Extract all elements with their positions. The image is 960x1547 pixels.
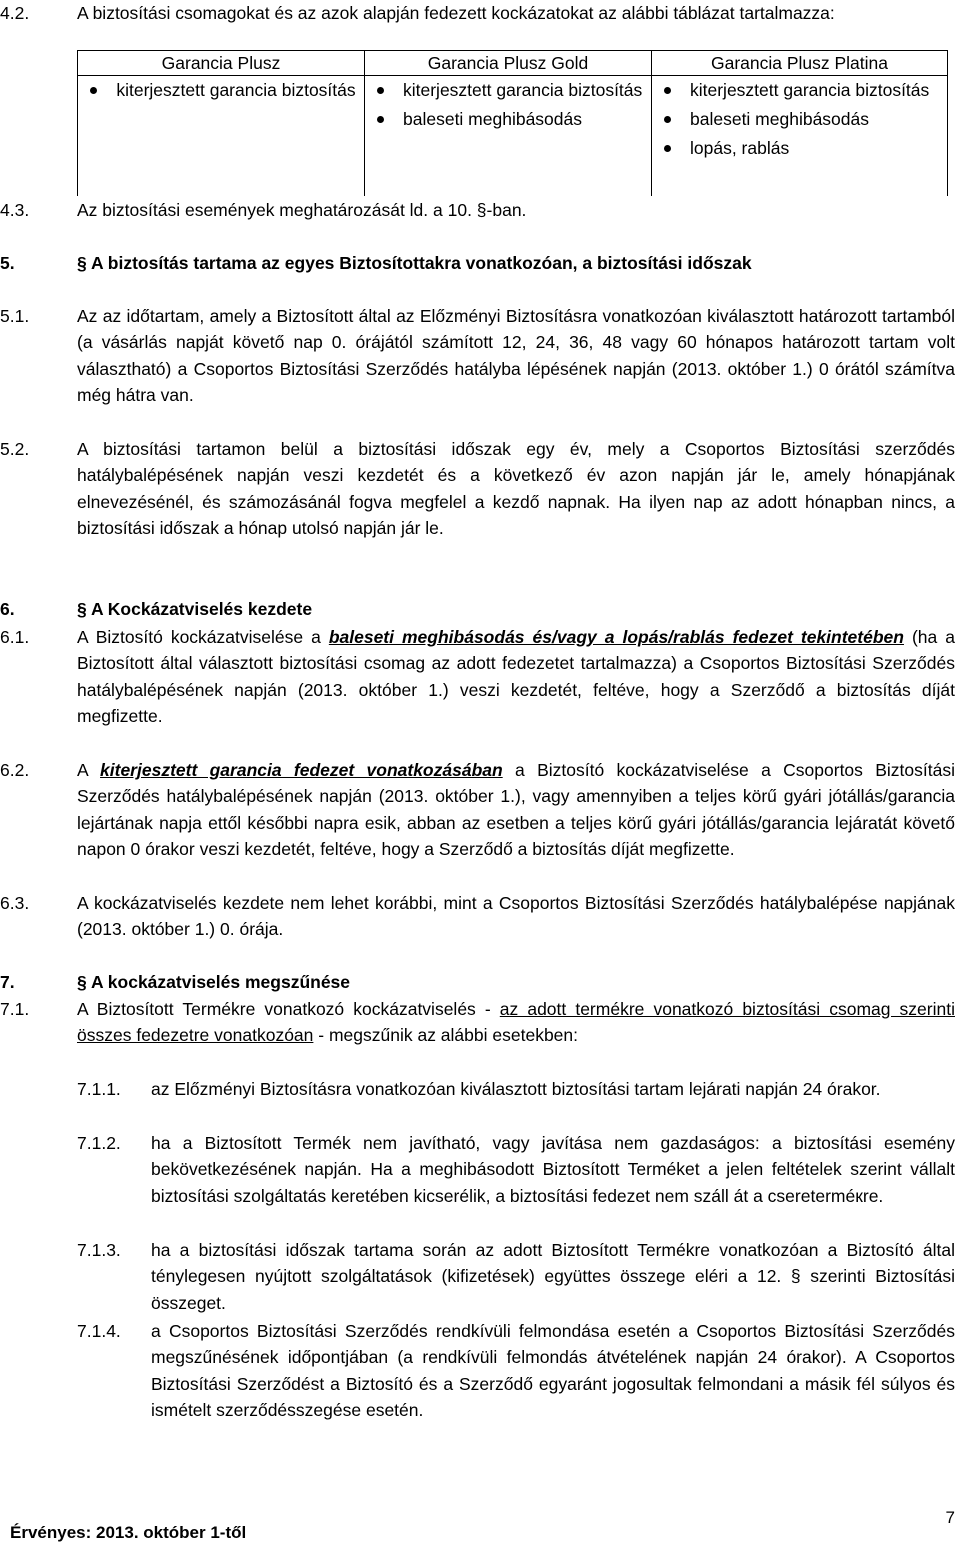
section-text: Az biztosítási események meghatározását ld. a 10. §-ban. — [77, 200, 527, 220]
cell-platina — [652, 76, 948, 196]
section-number: 5.2. — [0, 439, 30, 459]
section-number: 6. — [0, 599, 15, 619]
section-number: 4.2. — [0, 3, 30, 23]
list-item: kiterjesztett garancia biztosítás — [373, 76, 643, 105]
section-number: 7. — [0, 972, 15, 992]
section-number: 6.3. — [0, 893, 30, 913]
list-item: lopás, rablás — [660, 134, 939, 163]
emphasis-text: baleseti meghibásodás és/vagy a lopás/rablás fedezet tekintetében — [328, 627, 904, 647]
section-number: 6.2. — [0, 760, 30, 780]
section-title: § A kockázatviselés megszűnése — [77, 972, 351, 992]
section-number: 6.1. — [0, 627, 30, 647]
list-item: kiterjesztett garancia biztosítás — [660, 76, 939, 105]
section-text: ha a Biztosított Termék nem javítható, vagy javítása nem gazdaságos: a biztosítási esemény bekövetkezésének napján. Ha a meghibásodott Biztosított Terméket a jelen feltételek szerint vállalt biztosítási szolgáltatás keretében kicserélik, a biztosítási fedezet nem száll át a csereterméкre. — [151, 1133, 955, 1206]
header-garancia-plusz: Garancia Plusz — [78, 51, 365, 76]
section-number: 5.1. — [0, 306, 30, 326]
section-text: A biztosítási tartamon belül a biztosítási időszak egy év, mely a Csoportos Biztosítási szerződés hatálybalépésének napján veszi kezdetét és a következő év azon napján jár le, amely hónapjának elnevezésénél, és számozásánál fogva megfelel a kezdő napnak. Ha ilyen nap az adott hónapban nincs, a biztosítási időszak a hónap utolsó napján jár le. — [77, 439, 955, 539]
section-number: 7.1.3. — [77, 1240, 121, 1260]
text-run: A — [77, 760, 101, 780]
underlined-text: az adott termékre vonatkozó biztosítási csomag szerinti összes fedezetre vonatkozóan — [77, 999, 955, 1046]
header-garancia-plusz-gold: Garancia Plusz Gold — [365, 51, 652, 76]
list-item: baleseti meghibásodás — [660, 105, 939, 134]
section-text: az Előzményi Biztosításra vonatkozóan kiválasztott biztosítási tartam lejárati napján 24 órakor. — [151, 1079, 881, 1099]
text-run: A Biztosított Termékre vonatkozó kockázatviselés - — [77, 999, 500, 1019]
text-run: - megszűnik az alábbi esetekben: — [313, 1025, 578, 1046]
list-item: kiterjesztett garancia biztosítás — [86, 76, 356, 105]
section-title: § A biztosítás tartama az egyes Biztosítottakra vonatkozóan, a biztosítási időszak — [77, 253, 752, 273]
section-text: A biztosítási csomagokat és az azok alapján fedezett kockázatokat az alábbi táblázat tartalmazza: — [77, 3, 835, 23]
text-run: (ha a Biztosított által választott biztosítási csomag az adott fedezetet tartalmazza) a Csoportos Biztosítási Szerződés hatálybalépésének napján (2013. október 1.) veszi kezdetét, feltéve, hogy a Szerződő a biztosítás díját megfizette. — [77, 627, 955, 727]
page-number: 7 — [945, 1508, 955, 1527]
package-table — [77, 50, 948, 196]
section-text — [77, 624, 955, 730]
section-text: Az az időtartam, amely a Biztosított által az Előzményi Biztosításra vonatkozóan kiválasztott határozott tartamból (a vásárlás napját követő nap 0. órájától számított 12, 24, 36, 48 vagy 60 hónapos határozott tartam volt választható) a Csoportos Biztosítási Szerződés hatályba lépésének napján (2013. október 1.) 0 órától számítva még hátra van. — [77, 306, 955, 406]
section-number: 7.1.2. — [77, 1133, 121, 1153]
list-item: baleseti meghibásodás — [373, 105, 643, 134]
cell-plusz — [78, 76, 365, 196]
section-text: a Csoportos Biztosítási Szerződés rendkívüli felmondása esetén a Csoportos Biztosítási Szerződés megszűnésének időpontjában (a rendkívüli felmondás átvételének napján 24 órakor). A Csoportos Biztosítási Szerződést a Biztosító és a Szerződő egyaránt jogosultak felmondani a másik fél súlyos és ismételt szerződésszegése esetén. — [151, 1321, 955, 1421]
section-title: § A Kockázatviselés kezdete — [77, 599, 313, 619]
section-text: ha a biztosítási időszak tartama során az adott Biztosított Termékre vonatkozóan a Biztosító által ténylegesen nyújtott szolgáltatások (kifizetések) együttes összege eléri a 12. § szerinti Biztosítási összeget. — [151, 1240, 955, 1313]
cell-gold — [365, 76, 652, 196]
section-text — [77, 996, 955, 1049]
section-text: A kockázatviselés kezdete nem lehet korábbi, mint a Csoportos Biztosítási Szerződés hatálybalépése napjának (2013. október 1.) 0. órája. — [77, 893, 955, 940]
text-run: a Biztosító kockázatviselése a Csoportos Biztosítási Szerződés hatálybalépésének napján (2013. október 1.), vagy amennyiben a teljes körű gyári jótállás/garancia lejártának napja ettől későbbi napra esik, abban az esetben a teljes körű gyári jótállás/garancia lejáratát követő napon 0 órakor veszi kezdetét, feltéve, hogy a Szerződő a biztosítás díját megfizette. — [77, 760, 955, 860]
section-number: 7.1.1. — [77, 1079, 121, 1099]
section-number: 4.3. — [0, 200, 30, 220]
emphasis-text: kiterjesztett garancia fedezet vonatkozásában — [100, 760, 503, 780]
section-number: 7.1.4. — [77, 1321, 121, 1341]
section-text — [77, 757, 955, 863]
section-number: 5. — [0, 253, 15, 273]
header-garancia-plusz-platina: Garancia Plusz Platina — [652, 51, 948, 76]
section-number: 7.1. — [0, 999, 30, 1019]
footer-validity: Érvényes: 2013. október 1-től — [10, 1523, 247, 1542]
text-run: A Biztosító kockázatviselése a — [77, 627, 329, 647]
